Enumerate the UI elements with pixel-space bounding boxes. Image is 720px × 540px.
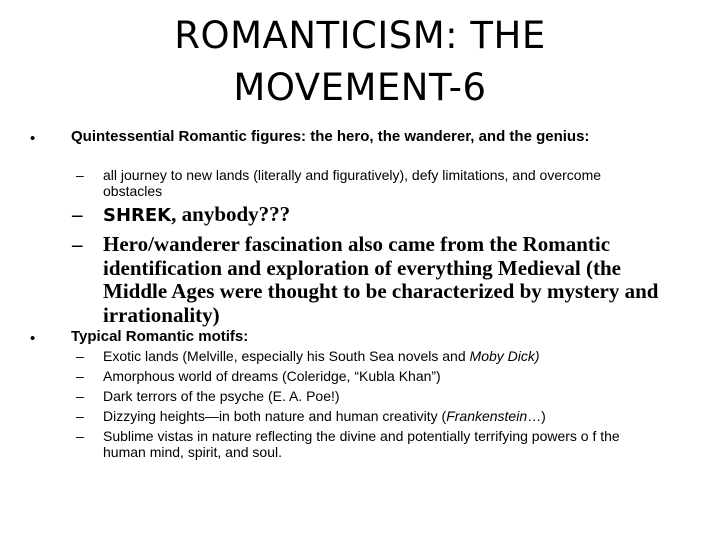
slide-title xyxy=(100,10,620,114)
motif-4-italic: Frankenstein xyxy=(446,408,528,424)
motif-item-4 xyxy=(103,408,663,424)
motif-dash-1: – xyxy=(76,348,84,364)
motif-dash-5: – xyxy=(76,428,84,444)
section1-heading: Quintessential Romantic figures: the hero, the wanderer, and the genius: xyxy=(71,128,590,145)
section2-heading: Typical Romantic motifs: xyxy=(71,328,249,345)
dash-3: – xyxy=(72,232,83,256)
title-line-2: MOVEMENT-6 xyxy=(233,66,487,109)
motif-4-pre: Dizzying heights—in both nature and human creativity ( xyxy=(103,408,447,424)
motif-item-1 xyxy=(103,348,663,364)
motif-1-italic: Moby Dick) xyxy=(469,348,540,364)
motif-item-2: Amorphous world of dreams (Coleridge, “Kubla Khan”) xyxy=(103,368,441,384)
shrek-text: SHREK xyxy=(103,205,172,226)
section1-sub3: Hero/wanderer fascination also came from the Romantic identification and exploration of everything Medieval (the Middle Ages were thought to be characterized by mystery and irrationality) xyxy=(103,232,659,327)
motif-dash-2: – xyxy=(76,368,84,384)
dash-2: – xyxy=(72,202,83,226)
title-line-1: ROMANTICISM: THE xyxy=(174,14,546,57)
motif-item-3: Dark terrors of the psyche (E. A. Poe!) xyxy=(103,388,340,404)
section1-sub1: all journey to new lands (literally and figuratively), defy limitations, and overcome obstacles xyxy=(103,167,602,199)
section1-sub2 xyxy=(103,203,683,228)
motif-4-post: …) xyxy=(527,408,546,424)
motif-dash-3: – xyxy=(76,388,84,404)
bullet-dot-1: • xyxy=(30,130,36,147)
shrek-rest: , anybody??? xyxy=(171,202,291,226)
dash-1: – xyxy=(76,167,84,183)
motif-item-5: Sublime vistas in nature reflecting the divine and potentially terrifying powers o f the human mind, spirit, and soul. xyxy=(103,428,620,460)
motif-1-text: Exotic lands (Melville, especially his South Sea novels and xyxy=(103,348,470,364)
motif-dash-4: – xyxy=(76,408,84,424)
bullet-dot-2: • xyxy=(30,330,36,347)
